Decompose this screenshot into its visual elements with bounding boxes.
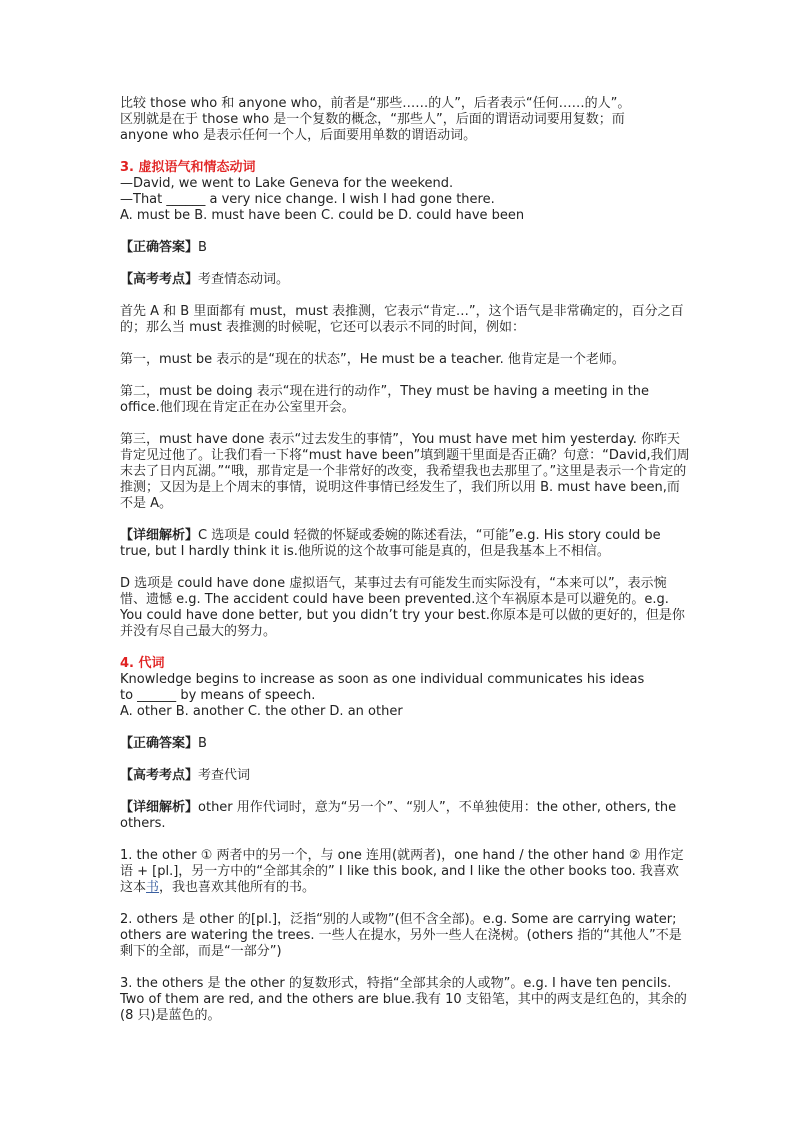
answer-value: B — [198, 240, 207, 255]
question-4-answer — [120, 736, 690, 752]
item-text: 1. the other ① 两者中的另一个，与 one 连用(就两者)，one hand / the other hand ② 用作定语 + [pl.]，另一方中的“全部其余的” I like this book, and I like the other books too. 我喜欢这本 — [120, 848, 684, 895]
question-3-paragraph: D 选项是 could have done 虚拟语气，某事过去有可能发生而实际没有，“本来可以”，表示惋惜、遗憾 e.g. The accident could have been prevented.这个车祸原本是可以避免的。e.g. You could have done better, but you didn’t try your best.你原本是可以做的更好的，但是你并没有尽自己最大的努力。 — [120, 576, 685, 639]
question-4-detail — [120, 800, 690, 832]
question-4-item: 3. the others 是 the other 的复数形式，特指“全部其余的人或物”。e.g. I have ten pencils. Two of them are red, and the others are blue.我有 10 支铅笔，其中的两支是红色的，其余的(8 只)是蓝色的。 — [120, 976, 687, 1023]
answer-tag: 【正确答案】 — [120, 736, 199, 751]
book-link[interactable]: 书 — [146, 880, 160, 895]
question-3-dialogue-line: —David, we went to Lake Geneva for the weekend. — [120, 176, 454, 191]
question-3-detail — [120, 528, 690, 560]
intro-line: anyone who 是表示任何一个人，后面要用单数的谓语动词。 — [120, 128, 477, 143]
item-text: ，我也喜欢其他所有的书。 — [159, 880, 316, 895]
question-3-options: A. must be B. must have been C. could be D. could have been — [120, 208, 525, 223]
intro-line: 比较 those who 和 anyone who，前者是“那些……的人”，后者表示“任何……的人”。 — [120, 96, 631, 111]
question-3-answer — [120, 240, 690, 256]
answer-value: B — [198, 736, 207, 751]
detail-tag: 【详细解析】 — [120, 528, 199, 543]
exam-point-tag: 【高考考点】 — [120, 272, 199, 287]
detail-text: other 用作代词时，意为“另一个”、“别人”，不单独使用：the other, others, the others. — [120, 800, 677, 831]
question-4-item — [120, 848, 690, 896]
exam-point-tag: 【高考考点】 — [120, 768, 199, 783]
question-3-dialogue-line: —That ______ a very nice change. I wish I had gone there. — [120, 192, 495, 207]
question-4-item: 2. others 是 other 的[pl.]，泛指“别的人或物”(但不含全部)。e.g. Some are carrying water; others are watering the trees. 一些人在提水，另外一些人在浇树。(others 指的“其他人”不是剩下的全部，而是“一部分”) — [120, 912, 682, 959]
question-3-heading: 3. 虚拟语气和情态动词 — [120, 160, 256, 175]
question-3-paragraph: 第三，must have done 表示“过去发生的事情”，You must have met him yesterday. 你昨天肯定见过他了。让我们看一下将“must have been”填到题干里面是否正确？句意：“David,我们周末去了日内瓦湖。”“哦，那肯定是一个非常好的改变，我希望我也去那里了。”这里是表示一个肯定的推测；又因为是上个周末的事情，说明这件事情已经发生了，我们所以用 B. must have been,而不是 A。 — [120, 432, 690, 511]
question-4-options: A. other B. another C. the other D. an other — [120, 704, 403, 719]
question-3-exam-point — [120, 272, 690, 288]
exam-point-text: 考查情态动词。 — [198, 272, 290, 287]
detail-tag: 【详细解析】 — [120, 800, 199, 815]
question-4-heading: 4. 代词 — [120, 656, 165, 671]
exam-point-text: 考查代词 — [198, 768, 251, 783]
question-3-paragraph: 第二，must be doing 表示“现在进行的动作”，They must be having a meeting in the office.他们现在肯定正在办公室里开会。 — [120, 384, 650, 415]
question-4-exam-point — [120, 768, 690, 784]
document-page — [120, 96, 690, 1024]
detail-text: C 选项是 could 轻微的怀疑或委婉的陈述看法，“可能”e.g. His story could be true, but I hardly think it is.他所说的这个故事可能是真的，但是我基本上不相信。 — [120, 528, 661, 559]
question-4-stem-line: to ______ by means of speech. — [120, 688, 316, 703]
question-3-paragraph: 第一，must be 表示的是“现在的状态”，He must be a teacher. 他肯定是一个老师。 — [120, 352, 625, 367]
question-3-paragraph: 首先 A 和 B 里面都有 must，must 表推测，它表示“肯定…”，这个语气是非常确定的，百分之百的；那么当 must 表推测的时候呢，它还可以表示不同的时间，例如： — [120, 304, 684, 335]
question-4-stem-line: Knowledge begins to increase as soon as one individual communicates his ideas — [120, 672, 645, 687]
intro-line: 区别就是在于 those who 是一个复数的概念，“那些人”，后面的谓语动词要用复数；而 — [120, 112, 625, 127]
intro-paragraph — [120, 96, 690, 144]
answer-tag: 【正确答案】 — [120, 240, 199, 255]
